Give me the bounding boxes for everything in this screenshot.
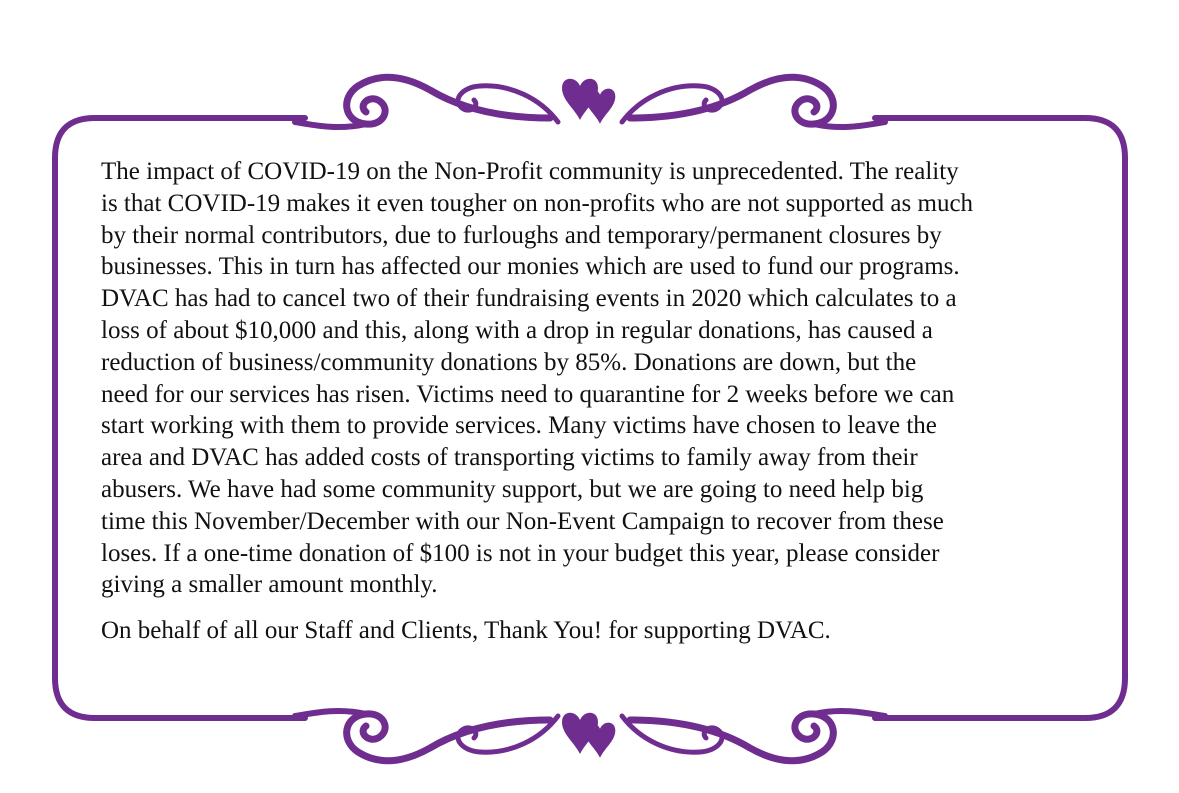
appeal-paragraph: The impact of COVID-19 on the Non-Profit community is unprecedented. The reality is that COVID-19 makes it even tougher on non-profits who are not supported as much by their normal contributors, due to furloughs and temporary/permanent closures by businesses. This in turn has affected our monies which are used to fund our programs. DVAC has had to cancel two of their fundraising events in 2020 which calculates to a loss of about $10,000 and this, along with a drop in regular donations, has caused a reduction of business/community donations by 85%. Donations are down, but the need for our services has risen. Victims need to quarantine for 2 weeks before we can start working with them to provide services. Many victims have chosen to leave the area and DVAC has added costs of transporting victims to family away from their abusers. We have had some community support, but we are going to need help big time this November/December with our Non-Event Campaign to recover from these loses. If a one-time donation of $100 is not in your budget this year, please consider giving a smaller amount monthly.	[101, 158, 974, 599]
letter-body	[101, 156, 1091, 647]
heart-scroll-icon	[295, 711, 885, 761]
heart-scroll-icon	[295, 77, 885, 127]
thank-you-paragraph: On behalf of all our Staff and Clients, Thank You! for supporting DVAC.	[101, 617, 831, 645]
